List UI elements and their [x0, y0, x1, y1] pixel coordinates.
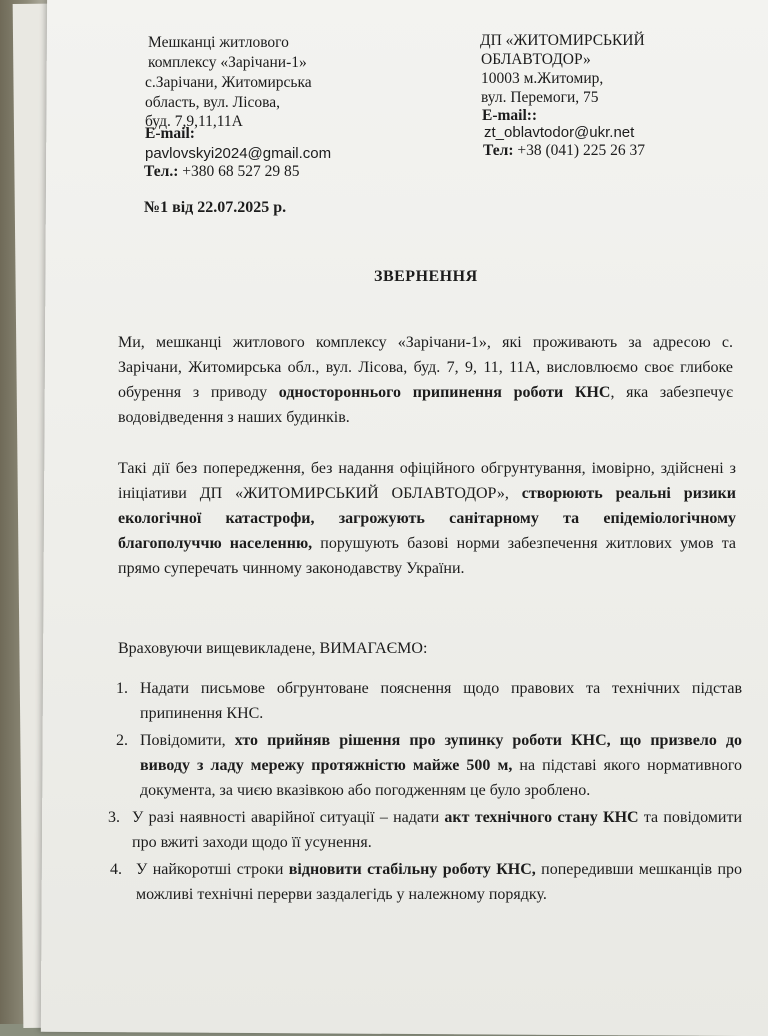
recipient-email: zt_oblavtodor@ukr.net	[484, 124, 635, 141]
recipient-name-line1: ДП «ЖИТОМИРСЬКИЙ	[480, 32, 645, 49]
recipient-address-line1: 10003 м.Житомир,	[481, 70, 604, 87]
appeal-paragraph-2	[118, 456, 736, 581]
paragraph-1-bold: одностороннього припинення роботи КНС	[278, 384, 611, 401]
sender-phone-value: +380 68 527 29 85	[182, 163, 300, 180]
recipient-name-line2: ОБЛАВТОДОР»	[481, 51, 591, 68]
paragraph-2-text-a: Такі дії без попередження, без надання офіційного обгрунтування, імовірно, здійснені з ініціативи ДП «ЖИТОМИРСЬКИЙ ОБЛАВТОДОР»,	[118, 460, 736, 502]
recipient-address-line2: вул. Перемоги, 75	[481, 89, 599, 106]
paragraph-1-text-b: , яка забезпечує водовідведення з наших будинків.	[118, 384, 734, 426]
sender-line: с.Зарічани, Житомирська	[145, 74, 312, 91]
sender-phone	[144, 163, 300, 181]
recipient-email-label: E-mail::	[482, 107, 538, 124]
demand-number: 1.	[116, 680, 128, 697]
demand-item	[112, 728, 742, 803]
sender-line: буд. 7,9,11,11А	[145, 113, 243, 130]
paragraph-2-text-b: порушують базові норми забезпечення житлових умов та прямо суперечать чинному законодавству України.	[118, 535, 736, 577]
recipient-phone	[483, 142, 645, 160]
demand-text-a: У найкоротші строки	[136, 861, 289, 878]
demand-text-b: та повідомити про вжиті заходи щодо її усунення.	[132, 809, 743, 851]
document-title: ЗВЕРНЕННЯ	[374, 268, 478, 285]
demand-text-b: на підставі якого нормативного документа, за чиєю вказівкою або погодженням це було зроблено.	[140, 757, 743, 799]
demand-item	[112, 676, 742, 726]
demand-number: 2.	[116, 732, 128, 749]
paragraph-2-bold: створюють реальні ризики екологічної катастрофи, загрожують санітарному та епідеміологічному благополуччю населенню,	[118, 485, 736, 552]
demands-intro: Враховуючи вищевикладене, ВИМАГАЄМО:	[118, 640, 428, 657]
recipient-phone-value: +38 (041) 225 26 37	[517, 142, 645, 159]
sender-line: Мешканці житлового	[148, 34, 289, 51]
recipient-phone-label: Тел:	[483, 142, 514, 159]
paragraph-1-text-a: Ми, мешканці житлового комплексу «Зарічани-1», які проживають за адресою с. Зарічани, Житомирська обл., вул. Лісова, буд. 7, 9, 11, 11А, висловлюємо своє глибоке обурення з приводу	[118, 334, 733, 401]
reference-number: №1 від 22.07.2025 р.	[144, 199, 287, 216]
demand-number: 3.	[108, 809, 120, 826]
sender-phone-label: Тел.:	[144, 163, 179, 180]
sender-email-label: E-mail:	[145, 125, 195, 142]
sender-line: область, вул. Лісова,	[145, 94, 280, 111]
demand-text-a: Надати письмове обгрунтоване пояснення щодо правових та технічних підстав припинення КНС.	[140, 680, 742, 722]
appeal-paragraph-1	[118, 330, 733, 430]
demand-item	[110, 857, 742, 907]
demand-item	[108, 805, 742, 855]
sender-email: pavlovskyi2024@gmail.com	[145, 145, 332, 162]
demand-text-b: попередивши мешканців про можливі технічні перерви заздалегідь у належному порядку.	[136, 861, 743, 903]
demand-text-bold: хто прийняв рішення про зупинку роботи КНС, що призвело до виводу з ладу мережу протяжністю майже 500 м,	[140, 732, 743, 774]
demand-number: 4.	[110, 861, 122, 878]
demands-list	[108, 676, 743, 907]
sender-line: комплексу «Зарічани-1»	[148, 54, 307, 71]
demand-text-bold: відновити стабільну роботу КНС,	[288, 861, 536, 878]
demand-text-a: Повідомити,	[140, 732, 235, 749]
demand-text-bold: акт технічного стану КНС	[444, 809, 639, 826]
demand-text-a: У разі наявності аварійної ситуації – надати	[132, 809, 445, 826]
